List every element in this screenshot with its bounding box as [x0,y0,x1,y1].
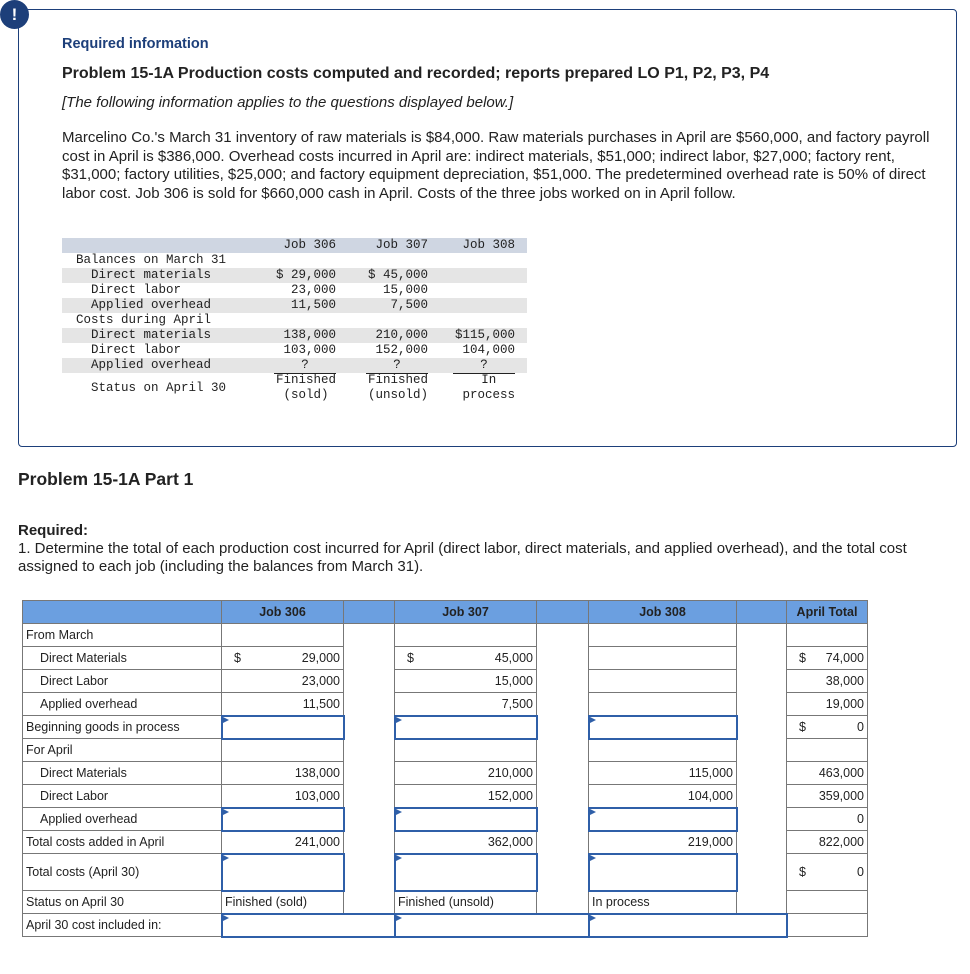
row-label: Direct Materials [23,762,222,785]
header-job-307: Job 307 [395,601,537,624]
info-cell: $115,000 [454,328,515,342]
job-306-value [222,785,344,808]
job-308-value [589,831,737,854]
job-307-status: Finished (unsold) [395,891,537,914]
april-total-value [787,762,868,785]
info-cell: Finished (unsold) [367,373,428,402]
april-total-value [787,854,868,891]
row-label: Direct Labor [23,670,222,693]
april-total-value [787,693,868,716]
gap-cell [344,831,395,854]
cell-value: 0 [857,812,864,826]
table-row [23,785,868,808]
header-blank [537,601,589,624]
april-total-value [787,808,868,831]
cell-value: 29,000 [301,651,340,665]
info-header-1: Job 306 [283,238,336,252]
job-308-value [589,785,737,808]
row-label: Total costs (April 30) [23,854,222,891]
row-label: Status on April 30 [23,891,222,914]
cell-value: 0 [857,865,864,879]
april-total-empty [787,914,868,937]
cell-value: 74,000 [825,651,864,665]
gap-cell [737,739,787,762]
job-306-input[interactable] [222,914,395,937]
job-306-status: Finished (sold) [222,891,344,914]
table-row [23,854,868,891]
april-total-value [787,716,868,739]
info-note: [The following information applies to the questions displayed below.] [62,94,514,111]
table-row [23,716,868,739]
job-308-input[interactable] [589,716,737,739]
info-row [62,313,527,328]
gap-cell [344,716,395,739]
cell-value: 822,000 [818,835,864,849]
gap-cell [537,808,589,831]
table-row [23,808,868,831]
table-row [23,762,868,785]
job-306-value [222,831,344,854]
gap-cell [537,854,589,891]
info-row-label: Direct labor [76,283,182,297]
info-header-3: Job 308 [462,238,515,252]
gap-cell [344,739,395,762]
gap-cell [344,670,395,693]
gap-cell [737,647,787,670]
info-cell: 11,500 [290,298,336,312]
gap-cell [537,762,589,785]
header-job-306: Job 306 [222,601,344,624]
info-row [62,328,527,343]
gap-cell [537,624,589,647]
gap-cell [537,831,589,854]
job-307-value [395,762,537,785]
job-307-empty [395,624,537,647]
header-blank [737,601,787,624]
table-row [23,891,868,914]
info-row-label: Applied overhead [76,298,212,312]
row-label: April 30 cost included in: [23,914,222,937]
job-306-empty [222,739,344,762]
gap-cell [737,762,787,785]
job-306-value [222,670,344,693]
cell-value: 7,500 [501,696,533,711]
cell-value: 15,000 [494,674,533,688]
info-cell: ? [366,358,428,374]
info-row [62,283,527,298]
dollar-sign: $ [799,720,806,734]
info-cell: 152,000 [375,343,428,357]
row-label: Beginning goods in process [23,716,222,739]
cell-value: 45,000 [494,651,533,665]
info-row [62,298,527,313]
gap-cell [737,808,787,831]
job-307-value [395,670,537,693]
row-label: Direct Materials [23,647,222,670]
job-307-value [395,831,537,854]
job-308-input[interactable] [589,914,787,937]
row-label: Applied overhead [23,808,222,831]
job-306-value [222,762,344,785]
info-row [62,343,527,358]
header-blank [23,601,222,624]
job-306-input[interactable] [222,716,344,739]
job-308-input[interactable] [589,854,737,891]
job-307-input[interactable] [395,854,537,891]
row-label: Total costs added in April [23,831,222,854]
job-308-value [589,762,737,785]
gap-cell [344,785,395,808]
info-cell: $ 29,000 [275,268,336,282]
cell-value: 103,000 [294,788,340,803]
info-header-2: Job 307 [375,238,428,252]
april-total-value [787,831,868,854]
info-row-label: Balances on March 31 [76,253,227,267]
job-307-input[interactable] [395,808,537,831]
gap-cell [344,693,395,716]
info-cell: $ 45,000 [367,268,428,282]
job-cost-info-table [62,238,527,405]
gap-cell [344,808,395,831]
gap-cell [537,693,589,716]
table-row [23,693,868,716]
cell-value: 19,000 [825,697,864,711]
job-307-input[interactable] [395,716,537,739]
gap-cell [737,854,787,891]
info-cell: 15,000 [382,283,428,297]
job-308-empty [589,693,737,716]
job-307-input[interactable] [395,914,589,937]
april-total-empty [787,891,868,914]
april-total-empty [787,739,868,762]
april-total-value [787,785,868,808]
info-cell: 7,500 [390,298,428,312]
info-cell: 103,000 [283,343,336,357]
job-307-value [395,785,537,808]
info-row-label: Status on April 30 [76,381,227,395]
header-blank [344,601,395,624]
problem-paragraph: Marcelino Co.'s March 31 inventory of raw materials is $84,000. Raw materials purchases in April are $560,000, and factory payroll cost in April is $386,000. Overhead costs incurred in April are: indirect materials, $51,000; indirect labor, $27,000; factory rent, $31,000; factory utilities, $25,000; and factory equipment depreciation, $51,000. The predetermined overhead rate is 50% of direct labor cost. Job 306 is sold for $660,000 cash in April. Costs of the three jobs worked on in April follow. [62,129,930,202]
table-row [23,739,868,762]
cell-value: 11,500 [302,696,340,711]
job-306-value [222,693,344,716]
required-text: 1. Determine the total of each production cost incurred for April (direct labor, direct materials, and applied overhead), and the total cost assigned to each job (including the balances from March 31). [18,540,907,575]
required-info-heading: Required information [62,36,209,52]
cell-value: 115,000 [688,766,733,780]
info-cell: ? [453,358,515,374]
gap-cell [737,831,787,854]
job-306-input[interactable] [222,808,344,831]
gap-cell [537,716,589,739]
gap-cell [737,785,787,808]
gap-cell [737,670,787,693]
gap-cell [737,624,787,647]
gap-cell [344,854,395,891]
dollar-sign: $ [234,651,241,665]
row-label: Direct Labor [23,785,222,808]
gap-cell [537,670,589,693]
info-cell: 104,000 [462,343,515,357]
production-cost-table [22,600,868,938]
row-label: Applied overhead [23,693,222,716]
cell-value: 23,000 [301,674,340,688]
job-306-empty [222,624,344,647]
info-row-label: Direct materials [76,268,212,282]
cell-value: 219,000 [687,835,733,849]
gap-cell [344,891,395,914]
gap-cell [537,739,589,762]
april-total-value [787,647,868,670]
info-row [62,358,527,373]
cell-value: 0 [857,720,864,734]
info-cell: In process [462,373,515,402]
april-total-value [787,670,868,693]
job-308-empty [589,624,737,647]
info-cell: 210,000 [375,328,428,342]
cell-value: 104,000 [687,788,733,803]
info-row-label: Direct labor [76,343,182,357]
job-308-empty [589,670,737,693]
job-308-empty [589,647,737,670]
gap-cell [344,647,395,670]
cell-value: 210,000 [487,766,533,780]
cell-value: 362,000 [487,835,533,849]
table-header-row [23,601,868,624]
info-row-label: Costs during April [76,313,212,327]
gap-cell [537,647,589,670]
cell-value: 152,000 [487,788,533,803]
gap-cell [344,624,395,647]
info-cell: 138,000 [283,328,336,342]
row-label: From March [23,624,222,647]
header-job-308: Job 308 [589,601,737,624]
job-306-value [222,647,344,670]
gap-cell [737,716,787,739]
job-308-input[interactable] [589,808,737,831]
dollar-sign: $ [799,651,806,665]
gap-cell [344,762,395,785]
problem-title: Problem 15-1A Production costs computed and recorded; reports prepared LO P1, P2, P3, P4 [62,65,770,82]
dollar-sign: $ [799,865,806,879]
info-cell: 23,000 [290,283,336,297]
cell-value: 138,000 [294,766,340,780]
info-row [62,268,527,283]
table-row [23,670,868,693]
gap-cell [537,785,589,808]
table-row [23,624,868,647]
header-april-total: April Total [787,601,868,624]
gap-cell [737,693,787,716]
job-306-input[interactable] [222,854,344,891]
cell-value: 463,000 [818,766,864,780]
dollar-sign: $ [407,651,414,665]
part-title: Problem 15-1A Part 1 [18,469,194,489]
job-308-status: In process [589,891,737,914]
job-308-empty [589,739,737,762]
info-header-row [62,238,527,253]
alert-icon: ! [0,0,29,29]
info-row [62,373,527,405]
gap-cell [737,891,787,914]
info-cell: Finished (sold) [275,373,336,402]
required-label: Required: [18,522,89,539]
row-label: For April [23,739,222,762]
gap-cell [537,891,589,914]
table-row [23,831,868,854]
job-307-value [395,647,537,670]
cell-value: 38,000 [825,674,864,688]
info-row-label: Applied overhead [76,358,212,372]
info-row [62,253,527,268]
info-cell: ? [274,358,336,374]
table-row [23,914,868,937]
info-row-label: Direct materials [76,328,212,342]
april-total-empty [787,624,868,647]
table-row [23,647,868,670]
job-307-value [395,693,537,716]
cell-value: 359,000 [818,789,864,803]
cell-value: 241,000 [294,835,340,849]
job-307-empty [395,739,537,762]
